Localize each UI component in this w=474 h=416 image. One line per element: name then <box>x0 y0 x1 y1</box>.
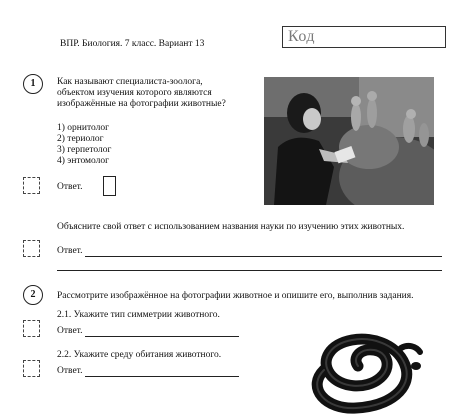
option-3: 3) герпетолог <box>57 145 112 155</box>
option-1: 1) орнитолог <box>57 123 109 133</box>
code-label: Код <box>288 28 316 45</box>
answer-label-1: Ответ. <box>57 182 83 192</box>
answer-input-1[interactable] <box>103 176 116 196</box>
subtask-2-2-answer-label: Ответ. <box>57 366 83 376</box>
subtask-2-1: 2.1. Укажите тип симметрии животного. <box>57 310 220 320</box>
explain-answer-label: Ответ. <box>57 246 83 256</box>
subtask-2-2-answer-line[interactable] <box>85 376 239 377</box>
explain-answer-line-2[interactable] <box>57 270 442 271</box>
score-box-3 <box>23 320 40 337</box>
question-1-number: 1 <box>23 74 43 94</box>
question-1-text <box>57 77 231 110</box>
subtask-2-1-answer-line[interactable] <box>85 336 239 337</box>
page-title: ВПР. Биология. 7 класс. Вариант 13 <box>60 39 205 49</box>
question-1-line: Как называют специалиста-зоолога, <box>57 77 203 87</box>
question-1-line: объектом изучения которого являются <box>57 88 212 98</box>
score-box-1 <box>23 177 40 194</box>
question-2-text: Рассмотрите изображённое на фотографии животное и опишите его, выполнив задания. <box>57 291 414 301</box>
score-box-4 <box>23 360 40 377</box>
score-box-2 <box>23 240 40 257</box>
explain-prompt: Объясните свой ответ с использованием названия науки по изучению этих животных. <box>57 222 405 232</box>
option-4: 4) энтомолог <box>57 156 110 166</box>
option-2: 2) териолог <box>57 134 104 144</box>
subtask-2-1-answer-label: Ответ. <box>57 326 83 336</box>
question-1-line: изображённые на фотографии животные? <box>57 99 226 109</box>
question-1-options <box>57 123 111 167</box>
scientist-with-meerkats-photo <box>264 77 434 205</box>
explain-answer-line[interactable] <box>85 256 442 257</box>
question-2-number: 2 <box>23 285 43 305</box>
snake-photo <box>296 318 430 414</box>
subtask-2-2: 2.2. Укажите среду обитания животного. <box>57 350 222 360</box>
